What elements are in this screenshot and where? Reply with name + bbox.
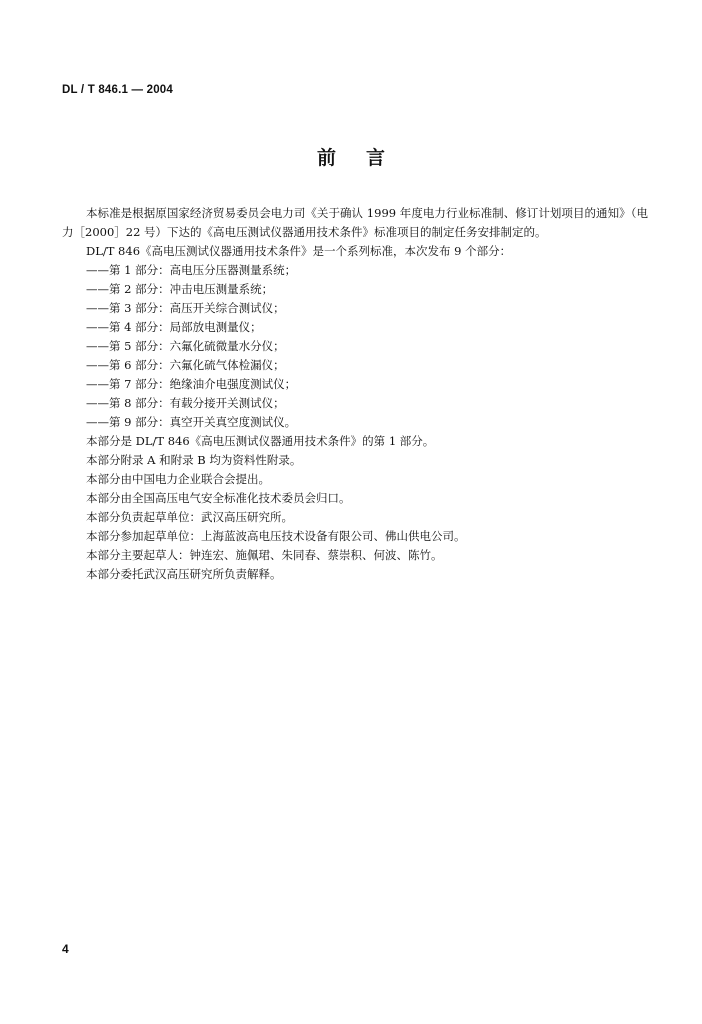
statement-line: 本部分附录 A 和附录 B 均为资料性附录。 — [86, 453, 302, 467]
parts-list — [62, 261, 648, 432]
list-item: ——第 7 部分：绝缘油介电强度测试仪； — [86, 377, 297, 391]
statements-list — [62, 432, 648, 584]
page-number: 4 — [62, 942, 69, 956]
statement-line: 本部分委托武汉高压研究所负责解释。 — [86, 567, 282, 581]
intro-paragraph: 本标准是根据原国家经济贸易委员会电力司《关于确认 1999 年度电力行业标准制、修订计划项目的通知》（电力［2000］22 号）下达的《高电压测试仪器通用技术条件》标准项目的制定任务安排制定的。 — [62, 206, 648, 239]
statement-line: 本部分负责起草单位：武汉高压研究所。 — [86, 510, 293, 524]
statement-line: 本部分主要起草人：钟连宏、施佩珺、朱同春、蔡崇积、何波、陈竹。 — [86, 548, 443, 562]
document-header-id: DL / T 846.1 — 2004 — [62, 84, 173, 96]
statement-line: 本部分是 DL/T 846《高电压测试仪器通用技术条件》的第 1 部分。 — [86, 434, 435, 448]
list-item: ——第 6 部分：六氟化硫气体检漏仪； — [86, 358, 285, 372]
foreword-body — [62, 204, 648, 584]
list-item: ——第 4 部分：局部放电测量仪； — [86, 320, 262, 334]
page-title: 前言 — [316, 147, 415, 169]
statement-line: 本部分由中国电力企业联合会提出。 — [86, 472, 270, 486]
statement-line: 本部分参加起草单位：上海蓝波高电压技术设备有限公司、佛山供电公司。 — [86, 529, 466, 543]
list-item: ——第 9 部分：真空开关真空度测试仪。 — [86, 415, 297, 429]
series-statement: DL/T 846《高电压测试仪器通用技术条件》是一个系列标准，本次发布 9 个部分： — [86, 244, 512, 258]
list-item: ——第 8 部分：有载分接开关测试仪； — [86, 396, 285, 410]
list-item: ——第 1 部分：高电压分压器测量系统； — [86, 263, 297, 277]
statement-line: 本部分由全国高压电气安全标准化技术委员会归口。 — [86, 491, 351, 505]
list-item: ——第 3 部分：高压开关综合测试仪； — [86, 301, 285, 315]
list-item: ——第 2 部分：冲击电压测量系统； — [86, 282, 274, 296]
list-item: ——第 5 部分：六氟化硫微量水分仪； — [86, 339, 285, 353]
